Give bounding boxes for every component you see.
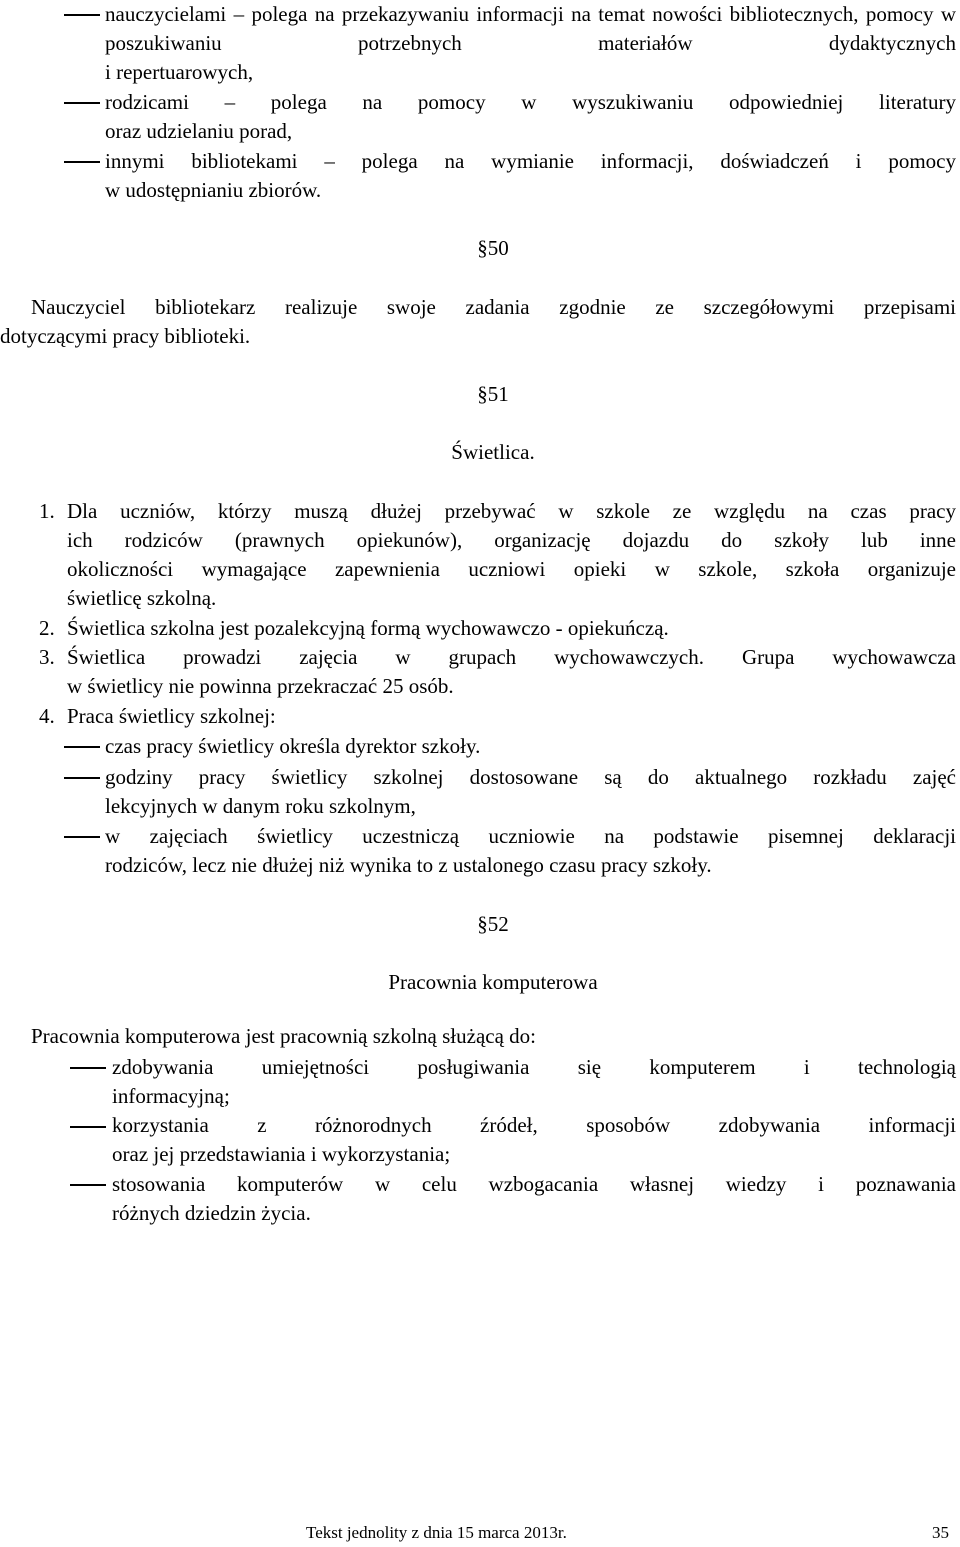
dash-bullet [64, 836, 100, 838]
dash-bullet [64, 777, 100, 779]
section-heading-52: §52 [477, 912, 509, 936]
sub-list-line: godziny pracy świetlicy szkolnej dostosowane są do aktualnego rozkładu zajęć [105, 765, 956, 789]
pracownia-list-line: stosowania komputerów w celu wzbogacania własnej wiedzy i poznawania [112, 1172, 956, 1196]
top-list-line: innymi bibliotekami – polega na wymianie informacji, doświadczeń i pomocy [105, 149, 956, 173]
sub-list-line: w zajęciach świetlicy uczestniczą uczniowie na podstawie pisemnej deklaracji [105, 824, 956, 848]
page-number: 35 [932, 1523, 949, 1542]
section-heading-50: §50 [477, 236, 509, 260]
top-list-line: oraz udzielaniu porad, [105, 119, 293, 143]
dash-bullet [64, 14, 100, 16]
section-52-intro: Pracownia komputerowa jest pracownią szkolną służącą do: [31, 1024, 536, 1048]
dash-bullet [70, 1184, 106, 1186]
list-item-line: Dla uczniów, którzy muszą dłużej przebywać w szkole ze względu na czas pracy [67, 499, 956, 523]
list-item-line: Praca świetlicy szkolnej: [67, 704, 276, 728]
sub-list-line: rodziców, lecz nie dłużej niż wynika to z ustalonego czasu pracy szkoły. [105, 853, 712, 877]
pracownia-list-line: korzystania z różnorodnych źródeł, sposobów zdobywania informacji [112, 1113, 956, 1137]
top-list-line: i repertuarowych, [105, 60, 254, 84]
top-list-line: rodzicami – polega na pomocy w wyszukiwaniu odpowiedniej literatury [105, 90, 956, 114]
list-item-line: w świetlicy nie powinna przekraczać 25 osób. [67, 674, 454, 698]
pracownia-list-line: różnych dziedzin życia. [112, 1201, 311, 1225]
list-item-line: świetlicę szkolną. [67, 586, 217, 610]
section-50-paragraph-line: dotyczącymi pracy biblioteki. [0, 324, 251, 348]
list-item-line: ich rodziców (prawnych opiekunów), organizację dojazdu do szkoły lub inne [67, 528, 956, 552]
pracownia-list-line: informacyjną; [112, 1084, 230, 1108]
top-list-line: w udostępnianiu zbiorów. [105, 178, 322, 202]
top-list-line: nauczycielami – polega na przekazywaniu informacji na temat nowości bibliotecznych, pomocy w poszukiwaniu potrzebnych materiałów dydaktycznych [105, 2, 956, 55]
item-number: 4. [39, 704, 55, 728]
sub-list-line: czas pracy świetlicy określa dyrektor szkoły. [105, 734, 481, 758]
item-number: 1. [39, 499, 55, 523]
dash-bullet [64, 746, 100, 748]
dash-bullet [70, 1067, 106, 1069]
section-50-paragraph-line: Nauczyciel bibliotekarz realizuje swoje zadania zgodnie ze szczegółowymi przepisami [31, 295, 956, 319]
dash-bullet [64, 102, 100, 104]
section-heading-51: §51 [477, 382, 509, 406]
list-item-line: okoliczności wymagające zapewnienia uczniowi opieki w szkole, szkoła organizuje [67, 557, 956, 581]
section-title-swietlica: Świetlica. [451, 440, 535, 464]
sub-list-line: lekcyjnych w danym roku szkolnym, [105, 794, 416, 818]
pracownia-list-line: zdobywania umiejętności posługiwania się komputerem i technologią [112, 1055, 956, 1079]
dash-bullet [64, 161, 100, 163]
dash-bullet [70, 1126, 106, 1128]
list-item-line: Świetlica prowadzi zajęcia w grupach wychowawczych. Grupa wychowawcza [67, 645, 956, 669]
item-number: 3. [39, 645, 55, 669]
item-number: 2. [39, 616, 55, 640]
section-title-pracownia: Pracownia komputerowa [388, 970, 598, 994]
list-item-line: Świetlica szkolna jest pozalekcyjną formą wychowawczo - opiekuńczą. [67, 616, 669, 640]
pracownia-list-line: oraz jej przedstawiania i wykorzystania; [112, 1142, 451, 1166]
footer-note: Tekst jednolity z dnia 15 marca 2013r. [306, 1523, 567, 1542]
